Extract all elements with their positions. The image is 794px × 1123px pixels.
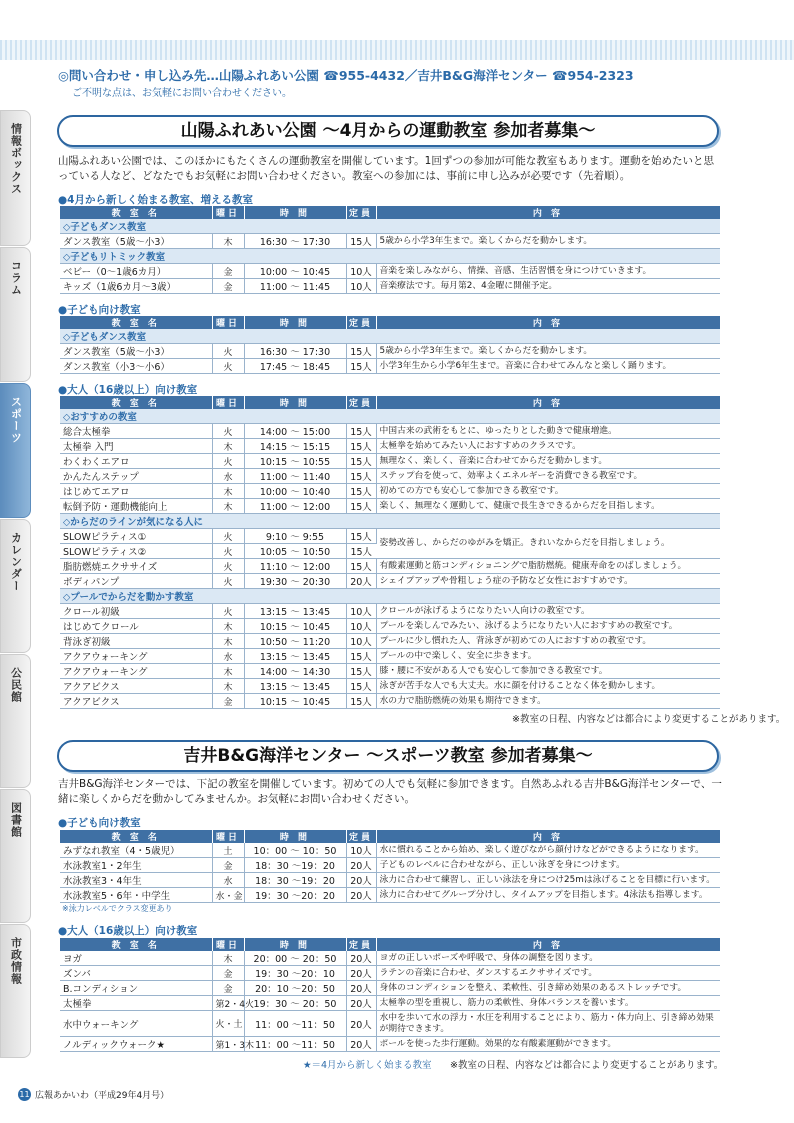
day-cell: 木	[212, 234, 244, 249]
class-name-cell: はじめてエアロ	[60, 484, 212, 499]
time-cell: 16:30 ～ 17:30	[244, 234, 346, 249]
table-row	[60, 888, 720, 903]
time-cell: 19：30 ～ 20：50	[244, 996, 346, 1011]
table-row	[60, 559, 720, 574]
description-cell: 水中を歩いて水の浮力・水圧を利用することにより、筋力・体力向上、引き締め効果が期待できます。	[376, 1011, 720, 1037]
day-cell: 火	[212, 559, 244, 574]
column-header: 内 容	[376, 830, 720, 843]
description-cell: クロールが泳げるようになりたい人向けの教室です。	[376, 604, 720, 619]
category-row	[60, 514, 720, 529]
table-row	[60, 279, 720, 294]
day-cell: 火	[212, 604, 244, 619]
time-cell: 18：30 ～19：20	[244, 873, 346, 888]
table-row	[60, 858, 720, 873]
capacity-cell: 10人	[346, 264, 376, 279]
schedule-table	[60, 396, 721, 709]
time-cell: 19：30 ～20：20	[244, 888, 346, 903]
description-cell: 音楽療法です。毎月第2、4金曜に開催予定。	[376, 279, 720, 294]
swim-level-note: ※泳力レベルでクラス変更あり	[62, 904, 173, 913]
time-cell: 10:15 ～ 10:45	[244, 619, 346, 634]
time-cell: 20：10 ～20：50	[244, 981, 346, 996]
class-name-cell: B.コンディション	[60, 981, 212, 996]
description-cell: 5歳から小学3年生まで。楽しくからだを動かします。	[376, 344, 720, 359]
time-cell: 11:00 ～ 11:40	[244, 469, 346, 484]
column-header: 定員	[346, 396, 376, 409]
column-header: 教 室 名	[60, 206, 212, 219]
capacity-cell: 15人	[346, 559, 376, 574]
table-row	[60, 344, 720, 359]
day-cell: 水	[212, 649, 244, 664]
column-header: 定員	[346, 206, 376, 219]
class-name-cell: 背泳ぎ初級	[60, 634, 212, 649]
capacity-cell: 15人	[346, 359, 376, 374]
time-cell: 17:45 ～ 18:45	[244, 359, 346, 374]
table-row	[60, 1037, 720, 1052]
column-header: 内 容	[376, 938, 720, 951]
capacity-cell: 15人	[346, 649, 376, 664]
column-header: 内 容	[376, 316, 720, 329]
table-header	[60, 938, 720, 951]
time-cell: 11：00 ～11：50	[244, 1011, 346, 1037]
description-cell: ラテンの音楽に合わせ、ダンスするエクササイズです。	[376, 966, 720, 981]
column-header: 時 間	[244, 316, 346, 329]
time-cell: 13:15 ～ 13:45	[244, 604, 346, 619]
table-row	[60, 664, 720, 679]
tab-label: 市政情報	[9, 937, 23, 985]
table-header	[60, 396, 720, 409]
table-row	[60, 234, 720, 249]
tab-sports[interactable]	[0, 383, 31, 518]
column-header: 教 室 名	[60, 396, 212, 409]
category-label: ◇子どもダンス教室	[60, 219, 720, 234]
class-name-cell: 水中ウォーキング	[60, 1011, 212, 1037]
time-cell: 10:00 ～ 10:45	[244, 264, 346, 279]
description-cell: 5歳から小学3年生まで。楽しくからだを動かします。	[376, 234, 720, 249]
day-cell: 火	[212, 344, 244, 359]
category-row	[60, 589, 720, 604]
class-name-cell: ボディパンプ	[60, 574, 212, 589]
table-row	[60, 996, 720, 1011]
column-header: 曜日	[212, 938, 244, 951]
category-label: ◇子どもリトミック教室	[60, 249, 720, 264]
time-cell: 10:15 ～ 10:45	[244, 694, 346, 709]
column-header: 内 容	[376, 206, 720, 219]
table-row	[60, 574, 720, 589]
class-name-cell: アクアウォーキング	[60, 649, 212, 664]
time-cell: 10：00 ～ 10：50	[244, 843, 346, 858]
capacity-cell: 20人	[346, 966, 376, 981]
description-cell: 中国古来の武術をもとに、ゆったりとした動きで健康増進。	[376, 424, 720, 439]
day-cell: 水	[212, 469, 244, 484]
class-name-cell: 太極拳 入門	[60, 439, 212, 454]
contact-subline: ご不明な点は、お気軽にお問い合わせください。	[72, 88, 292, 99]
class-name-cell: はじめてクロール	[60, 619, 212, 634]
day-cell: 火	[212, 529, 244, 544]
column-header: 定員	[346, 830, 376, 843]
description-cell: 身体のコンディションを整え、柔軟性、引き締め効果のあるストレッチです。	[376, 981, 720, 996]
time-cell: 13:15 ～ 13:45	[244, 649, 346, 664]
description-cell: 泳力に合わせて練習し、正しい泳法を身につけ25mは泳げることを目標に行います。	[376, 873, 720, 888]
table-row	[60, 843, 720, 858]
capacity-cell: 20人	[346, 873, 376, 888]
time-cell: 11：00 ～11：50	[244, 1037, 346, 1052]
description-cell: ステップ台を使って、効率よくエネルギーを消費できる教室です。	[376, 469, 720, 484]
class-name-cell: 水泳教室3・4年生	[60, 873, 212, 888]
top-decoration	[0, 40, 794, 60]
day-cell: 木	[212, 499, 244, 514]
capacity-cell: 20人	[346, 858, 376, 873]
capacity-cell: 20人	[346, 1011, 376, 1037]
class-name-cell: SLOWピラティス①	[60, 529, 212, 544]
table-row	[60, 264, 720, 279]
capacity-cell: 10人	[346, 279, 376, 294]
capacity-cell: 20人	[346, 888, 376, 903]
table-row	[60, 359, 720, 374]
tab-label: 情報ボックス	[9, 123, 23, 195]
capacity-cell: 15人	[346, 544, 376, 559]
description-cell: 小学3年生から小学6年生まで。音楽に合わせてみんなと楽しく踊ります。	[376, 359, 720, 374]
table-row	[60, 454, 720, 469]
time-cell: 11:00 ～ 12:00	[244, 499, 346, 514]
time-cell: 14:00 ～ 14:30	[244, 664, 346, 679]
description-cell: 音楽を楽しみながら、情操、音感、生活習慣を身につけていきます。	[376, 264, 720, 279]
column-header: 定員	[346, 316, 376, 329]
tab-info-box[interactable]	[0, 110, 31, 246]
table-row	[60, 529, 720, 544]
category-row	[60, 219, 720, 234]
class-name-cell: 脂肪燃焼エクササイズ	[60, 559, 212, 574]
class-name-cell: ダンス教室（5歳～小3）	[60, 234, 212, 249]
day-cell: 水・金	[212, 888, 244, 903]
description-cell: 泳ぎが苦手な人でも大丈夫。水に顔を付けることなく体を動かします。	[376, 679, 720, 694]
class-name-cell: 水泳教室1・2年生	[60, 858, 212, 873]
tab-label: カレンダー	[9, 532, 23, 592]
description-cell: 初めての方でも安心して参加できる教室です。	[376, 484, 720, 499]
class-name-cell: かんたんステップ	[60, 469, 212, 484]
column-header: 曜日	[212, 830, 244, 843]
capacity-cell: 15人	[346, 454, 376, 469]
class-name-cell: わくわくエアロ	[60, 454, 212, 469]
tab-label: 図書館	[9, 802, 23, 838]
sanyo-note: ※教室の日程、内容などは都合により変更することがあります。	[512, 714, 786, 725]
day-cell: 木	[212, 439, 244, 454]
table-row	[60, 484, 720, 499]
day-cell: 火	[212, 424, 244, 439]
description-cell: 姿勢改善し、からだのゆがみを矯正。きれいなからだを目指しましょう。	[376, 529, 720, 559]
capacity-cell: 15人	[346, 499, 376, 514]
description-cell: 太極拳の型を重視し、筋力の柔軟性、身体バランスを養います。	[376, 996, 720, 1011]
time-cell: 11:10 ～ 12:00	[244, 559, 346, 574]
time-cell: 10:50 ～ 11:20	[244, 634, 346, 649]
table-row	[60, 873, 720, 888]
category-row	[60, 409, 720, 424]
tab-community-center[interactable]	[0, 654, 31, 788]
page-footer	[18, 1088, 169, 1101]
capacity-cell: 20人	[346, 574, 376, 589]
class-name-cell: ノルディックウォーク★	[60, 1037, 212, 1052]
table-row	[60, 694, 720, 709]
section-heading: ●子ども向け教室	[58, 304, 141, 316]
table-row	[60, 604, 720, 619]
category-label: ◇子どもダンス教室	[60, 329, 720, 344]
table-row	[60, 981, 720, 996]
capacity-cell: 15人	[346, 234, 376, 249]
description-cell: 有酸素運動と筋コンディショニングで脂肪燃焼。健康寿命をのばしましょう。	[376, 559, 720, 574]
capacity-cell: 10人	[346, 843, 376, 858]
day-cell: 金	[212, 966, 244, 981]
class-name-cell: アクアウォーキング	[60, 664, 212, 679]
class-name-cell: ヨガ	[60, 951, 212, 966]
column-header: 時 間	[244, 938, 346, 951]
class-name-cell: 太極拳	[60, 996, 212, 1011]
tab-calendar[interactable]	[0, 519, 31, 653]
capacity-cell: 10人	[346, 604, 376, 619]
schedule-table	[60, 830, 721, 903]
column-header: 曜日	[212, 316, 244, 329]
section-heading: ●大人（16歳以上）向け教室	[58, 925, 198, 937]
description-cell: 水に慣れることから始め、楽しく遊びながら顔付けなどができるようになります。	[376, 843, 720, 858]
table-row	[60, 649, 720, 664]
class-name-cell: みずなれ教室（4・5歳児）	[60, 843, 212, 858]
class-name-cell: 転倒予防・運動機能向上	[60, 499, 212, 514]
day-cell: 金	[212, 264, 244, 279]
section-heading: ●4月から新しく始まる教室、増える教室	[58, 194, 253, 206]
table-header	[60, 830, 720, 843]
day-cell: 土	[212, 843, 244, 858]
table-header	[60, 206, 720, 219]
description-cell: 楽しく、無理なく運動して、健康で長生きできるからだを目指します。	[376, 499, 720, 514]
time-cell: 18：30 ～19：20	[244, 858, 346, 873]
column-header: 内 容	[376, 396, 720, 409]
tab-city-info[interactable]	[0, 924, 31, 1058]
time-cell: 16:30 ～ 17:30	[244, 344, 346, 359]
category-label: ◇からだのラインが気になる人に	[60, 514, 720, 529]
tab-label: スポーツ	[9, 396, 23, 444]
category-label: ◇おすすめの教室	[60, 409, 720, 424]
column-header: 時 間	[244, 830, 346, 843]
day-cell: 火・土	[212, 1011, 244, 1037]
description-cell: シェイプアップや骨粗しょう症の予防など女性におすすめです。	[376, 574, 720, 589]
day-cell: 金	[212, 858, 244, 873]
description-cell: 膝・腰に不安がある人でも安心して参加できる教室です。	[376, 664, 720, 679]
capacity-cell: 15人	[346, 694, 376, 709]
capacity-cell: 20人	[346, 981, 376, 996]
day-cell: 木	[212, 634, 244, 649]
capacity-cell: 15人	[346, 469, 376, 484]
capacity-cell: 20人	[346, 996, 376, 1011]
capacity-cell: 20人	[346, 1037, 376, 1052]
column-header: 教 室 名	[60, 830, 212, 843]
description-cell: 太極拳を始めてみたい人におすすめのクラスです。	[376, 439, 720, 454]
description-cell: プールを楽しんでみたい、泳げるようになりたい人におすすめの教室です。	[376, 619, 720, 634]
sanyo-intro: 山陽ふれあい公園では、このほかにもたくさんの運動教室を開催しています。1回ずつの参加が可能な教室もあります。運動を始めたいと思っている人など、どなたでもお気軽にお問い合わせください。教室への参加には、事前に申し込みが必要です（先着順）。	[58, 155, 714, 182]
yoshii-heading: 吉井B&G海洋センター ～スポーツ教室 参加者募集～	[57, 740, 719, 772]
table-header	[60, 316, 720, 329]
day-cell: 第2・4火	[212, 996, 244, 1011]
column-header: 教 室 名	[60, 938, 212, 951]
table-row	[60, 424, 720, 439]
column-header: 教 室 名	[60, 316, 212, 329]
table-row	[60, 966, 720, 981]
capacity-cell: 15人	[346, 439, 376, 454]
tab-label: コラム	[9, 260, 23, 296]
time-cell: 10:15 ～ 10:55	[244, 454, 346, 469]
table-row	[60, 619, 720, 634]
day-cell: 金	[212, 981, 244, 996]
time-cell: 14:00 ～ 15:00	[244, 424, 346, 439]
schedule-table	[60, 938, 721, 1052]
day-cell: 金	[212, 279, 244, 294]
class-name-cell: アクアビクス	[60, 679, 212, 694]
day-cell: 金	[212, 694, 244, 709]
table-row	[60, 499, 720, 514]
day-cell: 火	[212, 359, 244, 374]
table-row	[60, 951, 720, 966]
day-cell: 木	[212, 619, 244, 634]
class-name-cell: アクアビクス	[60, 694, 212, 709]
capacity-cell: 15人	[346, 529, 376, 544]
section-heading: ●子ども向け教室	[58, 817, 141, 829]
day-cell: 木	[212, 951, 244, 966]
schedule-table	[60, 316, 721, 374]
time-cell: 10:05 ～ 10:50	[244, 544, 346, 559]
day-cell: 木	[212, 484, 244, 499]
day-cell: 火	[212, 544, 244, 559]
capacity-cell: 15人	[346, 484, 376, 499]
day-cell: 木	[212, 664, 244, 679]
yoshii-intro: 吉井B&G海洋センターでは、下記の教室を開催しています。初めての人でも気軽に参加できます。自然あふれる吉井B&G海洋センターで、一緒に楽しくからだを動かしてみませんか。お気軽にお問い合わせください。	[58, 778, 722, 805]
column-header: 曜日	[212, 206, 244, 219]
capacity-cell: 15人	[346, 664, 376, 679]
time-cell: 11:00 ～ 11:45	[244, 279, 346, 294]
time-cell: 19:30 ～ 20:30	[244, 574, 346, 589]
category-row	[60, 329, 720, 344]
legend-note	[303, 1057, 432, 1071]
time-cell: 19：30 ～20：10	[244, 966, 346, 981]
day-cell: 火	[212, 454, 244, 469]
description-cell: 水の力で脂肪燃焼の効果も期待できます。	[376, 694, 720, 709]
description-cell: ヨガの正しいポーズや呼吸で、身体の調整を図ります。	[376, 951, 720, 966]
category-label: ◇プールでからだを動かす教室	[60, 589, 720, 604]
page-number: 11	[19, 1090, 30, 1099]
tab-library[interactable]	[0, 789, 31, 923]
capacity-cell: 10人	[346, 619, 376, 634]
description-cell: 子どものレベルに合わせながら、正しい泳ぎを身につけます。	[376, 858, 720, 873]
class-name-cell: クロール初級	[60, 604, 212, 619]
tab-label: 公民館	[9, 667, 23, 703]
column-header: 定員	[346, 938, 376, 951]
time-cell: 10:00 ～ 10:40	[244, 484, 346, 499]
yoshii-note: ※教室の日程、内容などは都合により変更することがあります。	[450, 1060, 724, 1071]
description-cell: ポールを使った歩行運動。効果的な有酸素運動ができます。	[376, 1037, 720, 1052]
schedule-table	[60, 206, 721, 294]
capacity-cell: 10人	[346, 634, 376, 649]
table-row	[60, 469, 720, 484]
class-name-cell: ダンス教室（小3～小6）	[60, 359, 212, 374]
table-row	[60, 1011, 720, 1037]
day-cell: 火	[212, 574, 244, 589]
class-name-cell: キッズ（1歳6カ月～3歳）	[60, 279, 212, 294]
description-cell: プールの中で楽しく、安全に歩きます。	[376, 649, 720, 664]
table-row	[60, 439, 720, 454]
table-row	[60, 679, 720, 694]
time-cell: 20：00 ～ 20：50	[244, 951, 346, 966]
day-cell: 第1・3木	[212, 1037, 244, 1052]
publication-label: 広報あかいわ（平成29年4月号）	[35, 1091, 170, 1101]
time-cell: 13:15 ～ 13:45	[244, 679, 346, 694]
column-header: 時 間	[244, 396, 346, 409]
time-cell: 9:10 ～ 9:55	[244, 529, 346, 544]
column-header: 時 間	[244, 206, 346, 219]
class-name-cell: 総合太極拳	[60, 424, 212, 439]
class-name-cell: ダンス教室（5歳～小3）	[60, 344, 212, 359]
time-cell: 14:15 ～ 15:15	[244, 439, 346, 454]
class-name-cell: ベビー（0～1歳6カ月）	[60, 264, 212, 279]
day-cell: 木	[212, 679, 244, 694]
capacity-cell: 15人	[346, 344, 376, 359]
capacity-cell: 15人	[346, 424, 376, 439]
category-row	[60, 249, 720, 264]
description-cell: プールに少し慣れた人、背泳ぎが初めての人におすすめの教室です。	[376, 634, 720, 649]
capacity-cell: 20人	[346, 951, 376, 966]
legend-text: ★＝4月から新しく始まる教室	[303, 1060, 432, 1071]
sanyo-heading: 山陽ふれあい公園 ～4月からの運動教室 参加者募集～	[57, 115, 719, 147]
day-cell: 水	[212, 873, 244, 888]
column-header: 曜日	[212, 396, 244, 409]
class-name-cell: SLOWピラティス②	[60, 544, 212, 559]
section-heading: ●大人（16歳以上）向け教室	[58, 384, 198, 396]
description-cell: 無理なく、楽しく、音楽に合わせてからだを動かします。	[376, 454, 720, 469]
description-cell: 泳力に合わせてグループ分けし、タイムアップを目指します。4泳法も指導します。	[376, 888, 720, 903]
class-name-cell: 水泳教室5・6年・中学生	[60, 888, 212, 903]
contact-line: ◎問い合わせ・申し込み先…山陽ふれあい公園 ☎955-4432／吉井B&G海洋センター ☎954-2323	[58, 68, 634, 83]
capacity-cell: 15人	[346, 679, 376, 694]
tab-column[interactable]	[0, 247, 31, 382]
class-name-cell: ズンバ	[60, 966, 212, 981]
table-row	[60, 634, 720, 649]
